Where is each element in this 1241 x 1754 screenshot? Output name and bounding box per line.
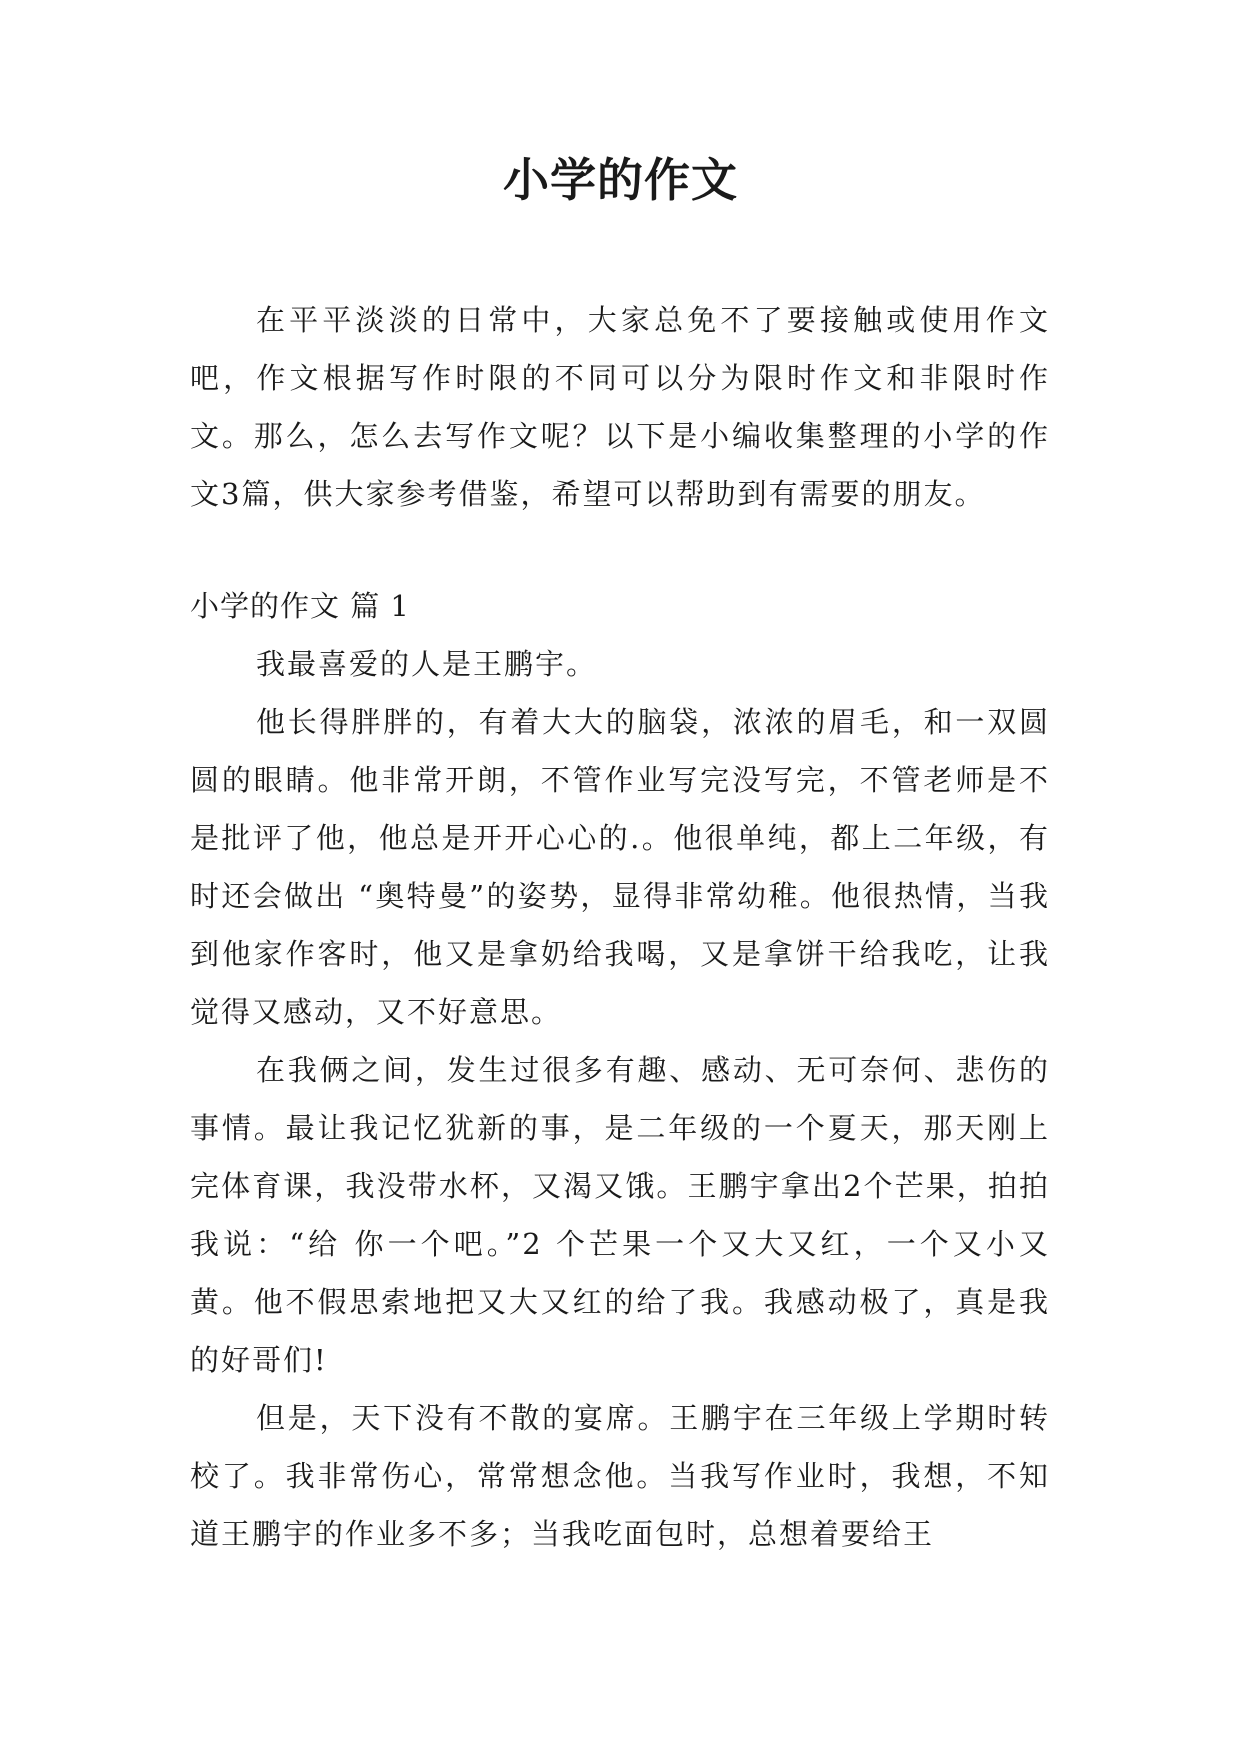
document-title: 小学的作文	[503, 153, 738, 207]
essay-paragraph: 在我俩之间，发生过很多有趣、感动、无可奈何、悲伤的事情。最让我记忆犹新的事，是二年级的一个夏天，那天刚上完体育课，我没带水杯，又渴又饿。王鹏宇拿出2个芒果，拍拍我说：“给 你一个吧。”2 个芒果一个又大又红，一个又小又黄。他不假思索地把又大又红的给了我。我感动极了，真是我的好哥们!	[190, 1053, 1050, 1377]
essay-paragraph: 他长得胖胖的，有着大大的脑袋，浓浓的眉毛，和一双圆圆的眼睛。他非常开朗，不管作业写完没写完，不管老师是不是批评了他，他总是开开心心的.。他很单纯，都上二年级，有时还会做出 “奥特曼”的姿势，显得非常幼稚。他很热情，当我到他家作客时，他又是拿奶给我喝，又是拿饼干给我吃，让我觉得又感动，又不好意思。	[190, 705, 1050, 1029]
essay-body	[190, 635, 1050, 1563]
section-heading: 小学的作文 篇 1	[190, 589, 410, 623]
essay-paragraph: 但是，天下没有不散的宴席。王鹏宇在三年级上学期时转校了。我非常伤心，常常想念他。当我写作业时，我想，不知道王鹏宇的作业多不多；当我吃面包时，总想着要给王	[190, 1401, 1050, 1551]
intro-paragraph: 在平平淡淡的日常中，大家总免不了要接触或使用作文吧，作文根据写作时限的不同可以分为限时作文和非限时作文。那么，怎么去写作文呢？以下是小编收集整理的小学的作文3篇，供大家参考借鉴，希望可以帮助到有需要的朋友。	[190, 303, 1050, 511]
essay-paragraph: 我最喜爱的人是王鹏宇。	[256, 647, 598, 681]
